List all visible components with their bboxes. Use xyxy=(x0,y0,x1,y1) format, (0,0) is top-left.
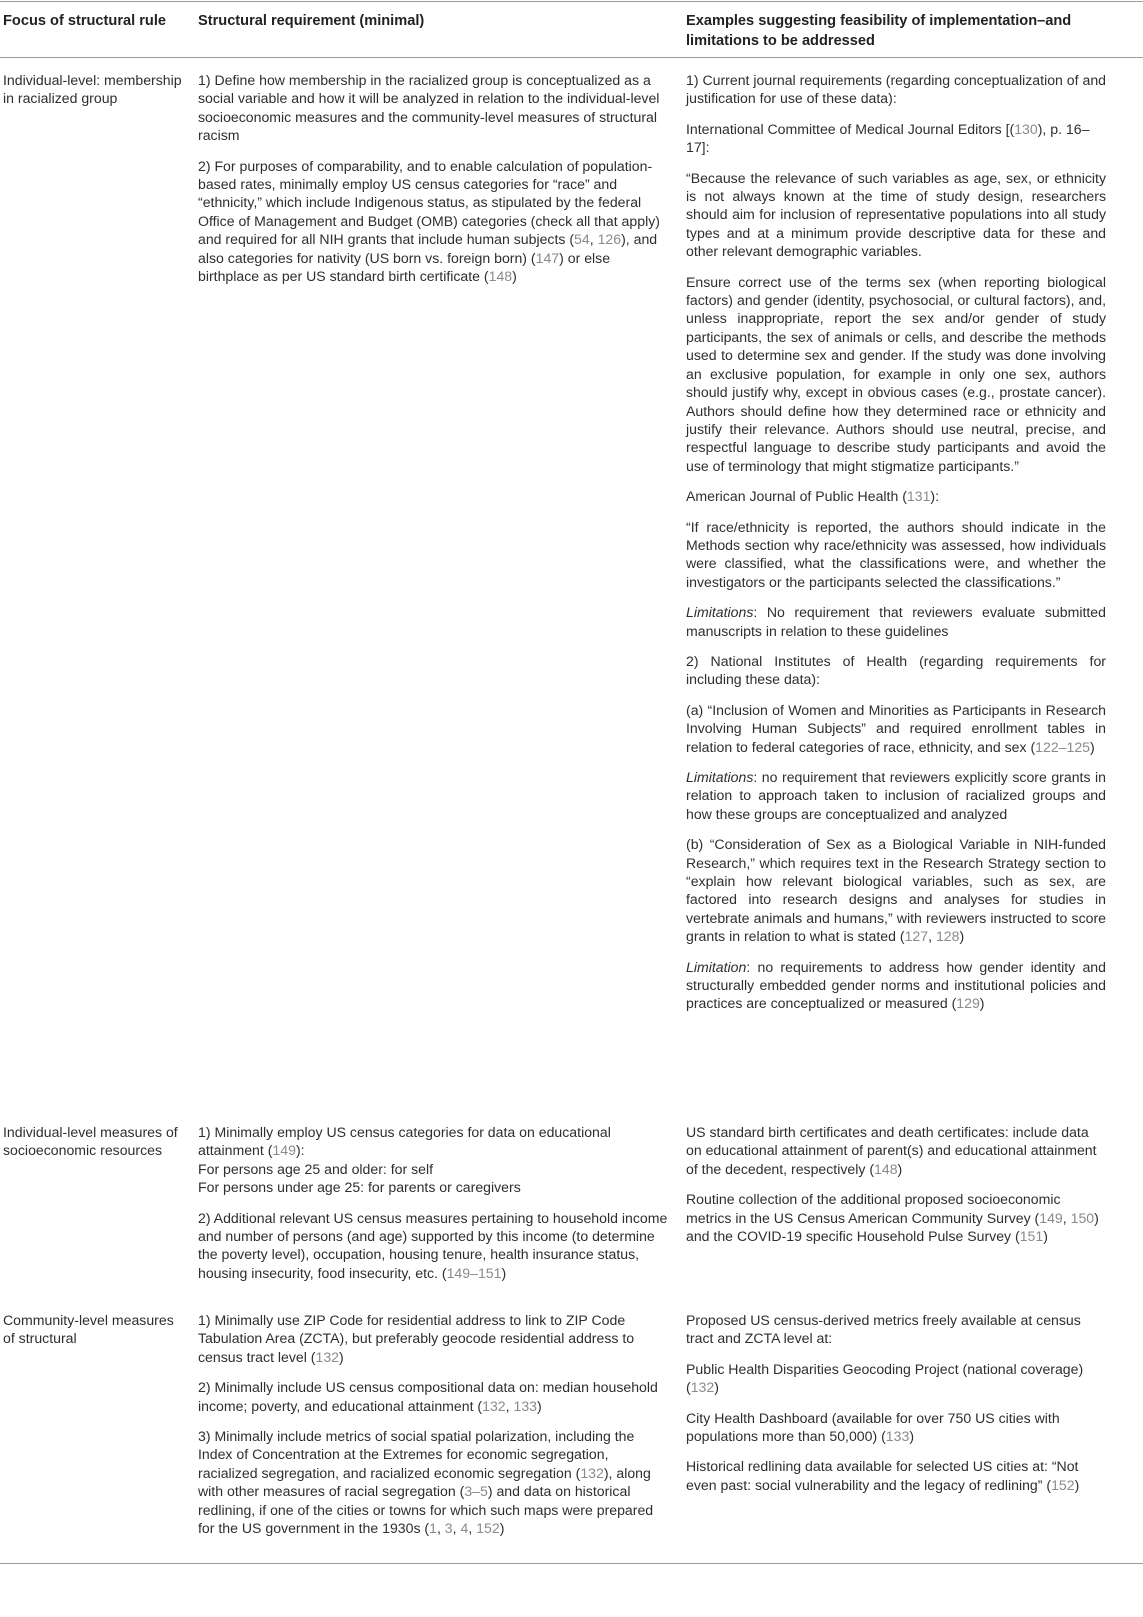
row3-req2: 2) Minimally include US census compositional data on: median household income; poverty, and educational attainment (132, 133) xyxy=(198,1379,658,1414)
row3-ex4: Historical redlining data available for selected US cities at: “Not even past: social vulnerability and the legacy of redlining” (152) xyxy=(686,1458,1080,1493)
row1-req2: 2) For purposes of comparability, and to enable calculation of population-based rates, minimally employ US census categories for “race” and “ethnicity,” which include Indigenous status, as stipulated by the federal Office of Management and Budget (OMB) categories (check all that apply) and required for all NIH grants that include human subjects (54, 126), and also categories for nativity (US born vs. foreign born) (147) or else birthplace as per US standard birth certificate (148) xyxy=(198,157,660,285)
ex-limitation3: Limitation: no requirements to address how gender identity and structurally embedded gender norms and institutional policies and practices are conceptualized or measured (129) xyxy=(686,958,1106,1012)
row3-examples xyxy=(686,1311,1106,1506)
row2-req2: 2) Additional relevant US census measures pertaining to household income and number of persons (and age) supported by this income (to determine the poverty level), occupation, housing tenure, health insurance status, housing insecurity, food insecurity, etc. (149–151) xyxy=(198,1209,668,1281)
header-examples: Examples suggesting feasibility of implementation–and limitations to be addressed xyxy=(686,13,1072,49)
row1-req1: 1) Define how membership in the racialized group is conceptualized as a social variable and how it will be analyzed in relation to the individual-level socioeconomic measures and the community-level measures of structural racism xyxy=(198,72,660,144)
row2-examples xyxy=(686,1123,1106,1257)
header-rule xyxy=(0,57,1143,58)
ex-limitation1: Limitations: No requirement that reviewers evaluate submitted manuscripts in relation to these guidelines xyxy=(686,604,1106,639)
top-rule xyxy=(0,1,1143,2)
row3-ex3: City Health Dashboard (available for over 750 US cities with populations more than 50,000) (133) xyxy=(686,1409,1060,1445)
row1-examples xyxy=(686,71,1106,1025)
ex-nih-b: (b) “Consideration of Sex as a Biological Variable in NIH-funded Research,” which requires text in the Research Strategy section to “explain how relevant biological variables, such as sex, are factored into research designs and analyses for studies in vertebrate animals and humans,” with reviewers instructed to score grants in relation to what is stated (127, 128) xyxy=(686,836,1106,945)
ex-quote2: Ensure correct use of the terms sex (when reporting biological factors) and gender (identity, psychosocial, or cultural factors), and, unless inappropriate, report the sex and/or gender of study participants, the sex of animals or cells, and describe the methods used to determine sex and gender. If the study was done involving an exclusive population, for example in only one sex, authors should justify why, except in obvious cases (e.g., prostate cancer). Authors should define how they determined race or ethnicity and justify their relevance. Authors should use neutral, precise, and respectful language to describe study participants and avoid the use of terminology that might stigmatize participants.” xyxy=(686,273,1106,474)
ex-ajph: American Journal of Public Health (131): xyxy=(686,488,940,505)
ex-icmje: International Committee of Medical Journal Editors [(130), p. 16–17]: xyxy=(686,120,1090,156)
header-requirement: Structural requirement (minimal) xyxy=(198,13,425,29)
ex-journal-requirements: 1) Current journal requirements (regarding conceptualization of and justification for use of these data): xyxy=(686,72,1106,107)
row3-ex2: Public Health Disparities Geocoding Project (national coverage) (132) xyxy=(686,1360,1084,1396)
row2-ex1: US standard birth certificates and death certificates: include data on educational attainment of parent(s) and educational attainment of the decedent, respectively (148) xyxy=(686,1124,1097,1177)
ex-nih: 2) National Institutes of Health (regarding requirements for including these data): xyxy=(686,652,1106,688)
row2-focus: Individual-level measures of socioeconomic resources xyxy=(3,1124,178,1159)
row3-requirement xyxy=(198,1311,668,1549)
row3-ex1: Proposed US census-derived metrics freely available at census tract and ZCTA level at: xyxy=(686,1312,1081,1347)
ex-quote3: “If race/ethnicity is reported, the authors should indicate in the Methods section why race/ethnicity was assessed, how individuals were classified, what the classifications were, and whether the investigators or the participants selected the classifications.” xyxy=(686,518,1106,590)
row1-requirement xyxy=(198,71,668,297)
header-focus: Focus of structural rule xyxy=(3,13,166,29)
row3-focus: Community-level measures of structural xyxy=(3,1312,174,1347)
bottom-rule xyxy=(0,1563,1143,1564)
row1-focus: Individual-level: membership in racialized group xyxy=(3,72,182,107)
row2-req1: 1) Minimally employ US census categories for data on educational attainment (149): For persons age 25 and older: for self For persons under age 25: for parents or caregivers xyxy=(198,1124,611,1196)
row3-req1: 1) Minimally use ZIP Code for residential address to link to ZIP Code Tabulation Area (ZCTA), but preferably geocode residential address to census tract level (132) xyxy=(198,1312,635,1365)
row2-ex2: Routine collection of the additional proposed socioeconomic metrics in the US Census American Community Survey (149, 150) and the COVID-19 specific Household Pulse Survey (151) xyxy=(686,1191,1099,1245)
ex-limitation2: Limitations: no requirement that reviewers explicitly score grants in relation to approach taken to inclusion of racialized groups and how these groups are conceptualized and analyzed xyxy=(686,769,1106,822)
row3-req3: 3) Minimally include metrics of social spatial polarization, including the Index of Concentration at the Extremes for economic segregation, racialized segregation, and racialized economic segregation (132), along with other measures of racial segregation (3–5) and data on historical redlining, if one of the cities or towns for which such maps were prepared for the US government in the 1930s (1, 3, 4, 152) xyxy=(198,1428,654,1537)
row2-requirement xyxy=(198,1123,668,1294)
ex-nih-a: (a) “Inclusion of Women and Minorities as Participants in Research Involving Human Subjects” and required enrollment tables in relation to federal categories of race, ethnicity, and sex (122–125) xyxy=(686,701,1106,755)
ex-quote1: “Because the relevance of such variables as age, sex, or ethnicity is not always known at the time of study design, researchers should aim for inclusion of representative populations into all study types and at a minimum provide descriptive data for these and other relevant demographic variables. xyxy=(686,169,1106,260)
